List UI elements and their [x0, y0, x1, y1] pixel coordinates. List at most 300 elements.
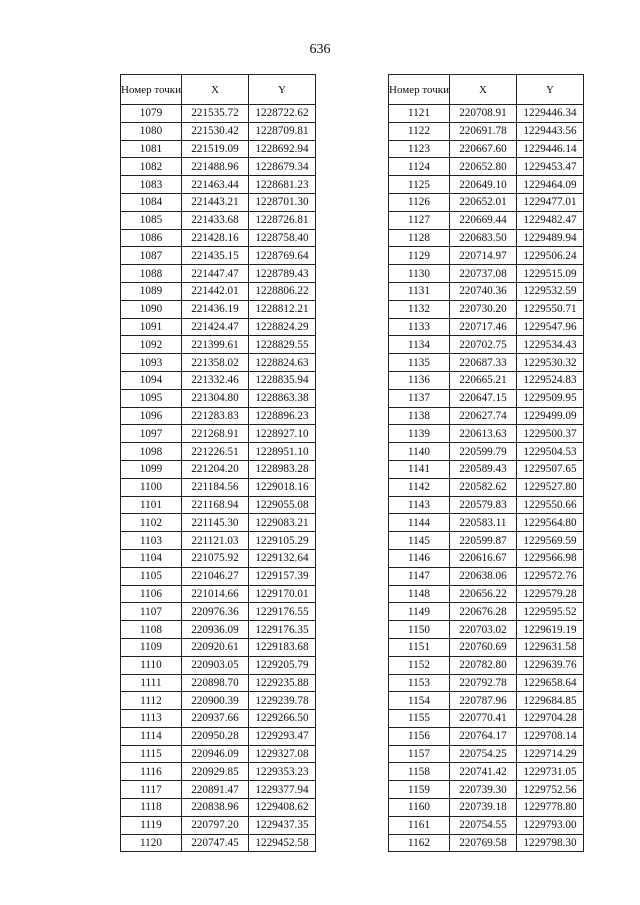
point-number-cell: 1099 — [121, 460, 182, 478]
x-coordinate-cell: 221168.94 — [181, 496, 248, 514]
y-coordinate-cell: 1228812.21 — [248, 300, 315, 318]
x-coordinate-cell: 220647.15 — [449, 389, 516, 407]
y-coordinate-cell: 1229018.16 — [248, 478, 315, 496]
point-number-cell: 1112 — [121, 692, 182, 710]
point-number-cell: 1156 — [389, 727, 450, 745]
y-coordinate-cell: 1228709.81 — [248, 122, 315, 140]
y-coordinate-cell: 1228835.94 — [248, 371, 315, 389]
point-number-cell: 1079 — [121, 105, 182, 123]
x-coordinate-cell: 221268.91 — [181, 425, 248, 443]
x-coordinate-cell: 220667.60 — [449, 140, 516, 158]
x-coordinate-cell: 221332.46 — [181, 371, 248, 389]
x-coordinate-cell: 220599.87 — [449, 532, 516, 550]
x-coordinate-cell: 220741.42 — [449, 763, 516, 781]
point-number-cell: 1125 — [389, 176, 450, 194]
x-coordinate-cell: 221075.92 — [181, 549, 248, 567]
x-coordinate-cell: 220787.96 — [449, 692, 516, 710]
table-row — [389, 389, 584, 407]
table-row — [389, 621, 584, 639]
x-coordinate-cell: 220920.61 — [181, 638, 248, 656]
x-coordinate-cell: 220903.05 — [181, 656, 248, 674]
point-number-cell: 1133 — [389, 318, 450, 336]
y-coordinate-cell: 1229506.24 — [516, 247, 583, 265]
x-coordinate-cell: 220714.97 — [449, 247, 516, 265]
x-coordinate-cell: 221204.20 — [181, 460, 248, 478]
table-row — [389, 816, 584, 834]
point-number-cell: 1119 — [121, 816, 182, 834]
table-row — [121, 585, 316, 603]
y-coordinate-cell: 1229083.21 — [248, 514, 315, 532]
header-x: X — [181, 75, 248, 105]
point-number-cell: 1147 — [389, 567, 450, 585]
point-number-cell: 1088 — [121, 265, 182, 283]
table-row — [389, 443, 584, 461]
point-number-cell: 1144 — [389, 514, 450, 532]
table-row — [389, 318, 584, 336]
point-number-cell: 1086 — [121, 229, 182, 247]
table-row — [121, 443, 316, 461]
y-coordinate-cell: 1229778.80 — [516, 799, 583, 817]
point-number-cell: 1103 — [121, 532, 182, 550]
x-coordinate-cell: 220739.30 — [449, 781, 516, 799]
table-row — [121, 425, 316, 443]
table-row — [121, 158, 316, 176]
point-number-cell: 1087 — [121, 247, 182, 265]
y-coordinate-cell: 1228951.10 — [248, 443, 315, 461]
x-coordinate-cell: 221226.51 — [181, 443, 248, 461]
y-coordinate-cell: 1229239.78 — [248, 692, 315, 710]
point-number-cell: 1129 — [389, 247, 450, 265]
table-row — [389, 247, 584, 265]
x-coordinate-cell: 220754.25 — [449, 745, 516, 763]
x-coordinate-cell: 220683.50 — [449, 229, 516, 247]
point-number-cell: 1126 — [389, 193, 450, 211]
y-coordinate-cell: 1229550.71 — [516, 300, 583, 318]
x-coordinate-cell: 220702.75 — [449, 336, 516, 354]
table-row — [389, 763, 584, 781]
point-number-cell: 1080 — [121, 122, 182, 140]
point-number-cell: 1152 — [389, 656, 450, 674]
point-number-cell: 1115 — [121, 745, 182, 763]
point-number-cell: 1142 — [389, 478, 450, 496]
table-row — [389, 265, 584, 283]
table-row — [121, 674, 316, 692]
point-number-cell: 1140 — [389, 443, 450, 461]
table-row — [389, 354, 584, 372]
point-number-cell: 1157 — [389, 745, 450, 763]
y-coordinate-cell: 1229714.29 — [516, 745, 583, 763]
x-coordinate-cell: 220739.18 — [449, 799, 516, 817]
x-coordinate-cell: 220929.85 — [181, 763, 248, 781]
point-number-cell: 1091 — [121, 318, 182, 336]
y-coordinate-cell: 1229353.23 — [248, 763, 315, 781]
table-row — [389, 692, 584, 710]
y-coordinate-cell: 1229499.09 — [516, 407, 583, 425]
y-coordinate-cell: 1229266.50 — [248, 710, 315, 728]
x-coordinate-cell: 221014.66 — [181, 585, 248, 603]
point-number-cell: 1159 — [389, 781, 450, 799]
table-row — [121, 265, 316, 283]
y-coordinate-cell: 1229464.09 — [516, 176, 583, 194]
y-coordinate-cell: 1229176.55 — [248, 603, 315, 621]
point-number-cell: 1153 — [389, 674, 450, 692]
x-coordinate-cell: 220717.46 — [449, 318, 516, 336]
y-coordinate-cell: 1228896.23 — [248, 407, 315, 425]
table-row — [121, 710, 316, 728]
point-number-cell: 1095 — [121, 389, 182, 407]
x-coordinate-cell: 220652.80 — [449, 158, 516, 176]
point-number-cell: 1137 — [389, 389, 450, 407]
point-number-cell: 1162 — [389, 834, 450, 852]
y-coordinate-cell: 1229530.32 — [516, 354, 583, 372]
table-row — [121, 211, 316, 229]
x-coordinate-cell: 221435.15 — [181, 247, 248, 265]
point-number-cell: 1113 — [121, 710, 182, 728]
table-row — [389, 407, 584, 425]
table-row — [121, 799, 316, 817]
table-row — [121, 193, 316, 211]
point-number-cell: 1141 — [389, 460, 450, 478]
point-number-cell: 1100 — [121, 478, 182, 496]
point-number-cell: 1146 — [389, 549, 450, 567]
table-row — [121, 229, 316, 247]
x-coordinate-cell: 220730.20 — [449, 300, 516, 318]
y-coordinate-cell: 1229619.19 — [516, 621, 583, 639]
y-coordinate-cell: 1229443.56 — [516, 122, 583, 140]
x-coordinate-cell: 220613.63 — [449, 425, 516, 443]
table-row — [389, 425, 584, 443]
y-coordinate-cell: 1229798.30 — [516, 834, 583, 852]
table-row — [121, 336, 316, 354]
x-coordinate-cell: 220760.69 — [449, 638, 516, 656]
x-coordinate-cell: 220946.09 — [181, 745, 248, 763]
y-coordinate-cell: 1229293.47 — [248, 727, 315, 745]
y-coordinate-cell: 1229708.14 — [516, 727, 583, 745]
y-coordinate-cell: 1229327.08 — [248, 745, 315, 763]
table-row — [389, 674, 584, 692]
y-coordinate-cell: 1229377.94 — [248, 781, 315, 799]
y-coordinate-cell: 1229595.52 — [516, 603, 583, 621]
x-coordinate-cell: 221184.56 — [181, 478, 248, 496]
table-row — [389, 603, 584, 621]
point-number-cell: 1155 — [389, 710, 450, 728]
x-coordinate-cell: 220669.44 — [449, 211, 516, 229]
x-coordinate-cell: 220652.01 — [449, 193, 516, 211]
y-coordinate-cell: 1228692.94 — [248, 140, 315, 158]
y-coordinate-cell: 1229452.58 — [248, 834, 315, 852]
point-number-cell: 1097 — [121, 425, 182, 443]
point-number-cell: 1117 — [121, 781, 182, 799]
y-coordinate-cell: 1229752.56 — [516, 781, 583, 799]
point-number-cell: 1084 — [121, 193, 182, 211]
x-coordinate-cell: 220936.09 — [181, 621, 248, 639]
table-row — [389, 371, 584, 389]
y-coordinate-cell: 1229446.34 — [516, 105, 583, 123]
point-number-cell: 1098 — [121, 443, 182, 461]
table-row — [121, 834, 316, 852]
header-point-number: Номер точки — [389, 75, 450, 105]
x-coordinate-cell: 221283.83 — [181, 407, 248, 425]
point-number-cell: 1132 — [389, 300, 450, 318]
table-row — [121, 300, 316, 318]
point-number-cell: 1109 — [121, 638, 182, 656]
y-coordinate-cell: 1229731.05 — [516, 763, 583, 781]
x-coordinate-cell: 221424.47 — [181, 318, 248, 336]
point-number-cell: 1114 — [121, 727, 182, 745]
x-coordinate-cell: 220898.70 — [181, 674, 248, 692]
table-row — [121, 621, 316, 639]
point-number-cell: 1161 — [389, 816, 450, 834]
x-coordinate-cell: 220599.79 — [449, 443, 516, 461]
x-coordinate-cell: 220638.06 — [449, 567, 516, 585]
y-coordinate-cell: 1228829.55 — [248, 336, 315, 354]
x-coordinate-cell: 221519.09 — [181, 140, 248, 158]
y-coordinate-cell: 1228701.30 — [248, 193, 315, 211]
table-row — [389, 727, 584, 745]
x-coordinate-cell: 220737.08 — [449, 265, 516, 283]
y-coordinate-cell: 1229205.79 — [248, 656, 315, 674]
point-number-cell: 1138 — [389, 407, 450, 425]
table-row — [121, 781, 316, 799]
table-row — [121, 816, 316, 834]
table-header-row — [389, 75, 584, 105]
table-row — [389, 176, 584, 194]
x-coordinate-cell: 220703.02 — [449, 621, 516, 639]
y-coordinate-cell: 1229524.83 — [516, 371, 583, 389]
point-number-cell: 1118 — [121, 799, 182, 817]
point-number-cell: 1085 — [121, 211, 182, 229]
table-row — [389, 300, 584, 318]
header-y: Y — [248, 75, 315, 105]
y-coordinate-cell: 1229183.68 — [248, 638, 315, 656]
table-row — [389, 140, 584, 158]
x-coordinate-cell: 220582.62 — [449, 478, 516, 496]
x-coordinate-cell: 220579.83 — [449, 496, 516, 514]
x-coordinate-cell: 221447.47 — [181, 265, 248, 283]
table-row — [389, 781, 584, 799]
y-coordinate-cell: 1229408.62 — [248, 799, 315, 817]
y-coordinate-cell: 1229579.28 — [516, 585, 583, 603]
table-row — [121, 176, 316, 194]
table-row — [121, 656, 316, 674]
x-coordinate-cell: 220676.28 — [449, 603, 516, 621]
x-coordinate-cell: 220583.11 — [449, 514, 516, 532]
table-row — [389, 282, 584, 300]
x-coordinate-cell: 221443.21 — [181, 193, 248, 211]
x-coordinate-cell: 220838.96 — [181, 799, 248, 817]
table-row — [121, 247, 316, 265]
y-coordinate-cell: 1228863.38 — [248, 389, 315, 407]
coordinates-table-left — [120, 74, 316, 852]
y-coordinate-cell: 1228927.10 — [248, 425, 315, 443]
x-coordinate-cell: 220797.20 — [181, 816, 248, 834]
point-number-cell: 1151 — [389, 638, 450, 656]
table-row — [389, 514, 584, 532]
table-row — [389, 122, 584, 140]
y-coordinate-cell: 1229170.01 — [248, 585, 315, 603]
table-row — [389, 336, 584, 354]
point-number-cell: 1145 — [389, 532, 450, 550]
x-coordinate-cell: 220782.80 — [449, 656, 516, 674]
point-number-cell: 1124 — [389, 158, 450, 176]
table-row — [389, 478, 584, 496]
table-row — [121, 692, 316, 710]
table-row — [121, 496, 316, 514]
y-coordinate-cell: 1229176.35 — [248, 621, 315, 639]
table-row — [389, 745, 584, 763]
x-coordinate-cell: 220792.78 — [449, 674, 516, 692]
y-coordinate-cell: 1229550.66 — [516, 496, 583, 514]
x-coordinate-cell: 220665.21 — [449, 371, 516, 389]
point-number-cell: 1083 — [121, 176, 182, 194]
table-row — [389, 158, 584, 176]
table-row — [389, 211, 584, 229]
point-number-cell: 1092 — [121, 336, 182, 354]
y-coordinate-cell: 1228769.64 — [248, 247, 315, 265]
y-coordinate-cell: 1228681.23 — [248, 176, 315, 194]
x-coordinate-cell: 220649.10 — [449, 176, 516, 194]
x-coordinate-cell: 221121.03 — [181, 532, 248, 550]
y-coordinate-cell: 1229504.53 — [516, 443, 583, 461]
x-coordinate-cell: 220747.45 — [181, 834, 248, 852]
y-coordinate-cell: 1229569.59 — [516, 532, 583, 550]
table-row — [389, 567, 584, 585]
point-number-cell: 1135 — [389, 354, 450, 372]
point-number-cell: 1131 — [389, 282, 450, 300]
y-coordinate-cell: 1229446.14 — [516, 140, 583, 158]
x-coordinate-cell: 220616.67 — [449, 549, 516, 567]
table-row — [121, 727, 316, 745]
y-coordinate-cell: 1229532.59 — [516, 282, 583, 300]
table-row — [121, 567, 316, 585]
header-point-number: Номер точки — [121, 75, 182, 105]
x-coordinate-cell: 221428.16 — [181, 229, 248, 247]
table-row — [121, 514, 316, 532]
x-coordinate-cell: 221535.72 — [181, 105, 248, 123]
table-row — [121, 603, 316, 621]
x-coordinate-cell: 220589.43 — [449, 460, 516, 478]
point-number-cell: 1127 — [389, 211, 450, 229]
y-coordinate-cell: 1228824.63 — [248, 354, 315, 372]
x-coordinate-cell: 220937.66 — [181, 710, 248, 728]
point-number-cell: 1094 — [121, 371, 182, 389]
point-number-cell: 1101 — [121, 496, 182, 514]
table-row — [121, 140, 316, 158]
point-number-cell: 1082 — [121, 158, 182, 176]
coordinates-table-right — [388, 74, 584, 852]
table-row — [121, 122, 316, 140]
y-coordinate-cell: 1228722.62 — [248, 105, 315, 123]
point-number-cell: 1096 — [121, 407, 182, 425]
x-coordinate-cell: 220770.41 — [449, 710, 516, 728]
point-number-cell: 1158 — [389, 763, 450, 781]
table-row — [389, 585, 584, 603]
point-number-cell: 1122 — [389, 122, 450, 140]
x-coordinate-cell: 221046.27 — [181, 567, 248, 585]
point-number-cell: 1081 — [121, 140, 182, 158]
x-coordinate-cell: 220708.91 — [449, 105, 516, 123]
y-coordinate-cell: 1229534.43 — [516, 336, 583, 354]
y-coordinate-cell: 1229684.85 — [516, 692, 583, 710]
x-coordinate-cell: 220656.22 — [449, 585, 516, 603]
y-coordinate-cell: 1229235.88 — [248, 674, 315, 692]
point-number-cell: 1134 — [389, 336, 450, 354]
x-coordinate-cell: 220691.78 — [449, 122, 516, 140]
table-row — [389, 710, 584, 728]
x-coordinate-cell: 221436.19 — [181, 300, 248, 318]
y-coordinate-cell: 1229507.65 — [516, 460, 583, 478]
x-coordinate-cell: 221442.01 — [181, 282, 248, 300]
table-row — [121, 745, 316, 763]
y-coordinate-cell: 1228726.81 — [248, 211, 315, 229]
table-row — [121, 105, 316, 123]
table-row — [121, 282, 316, 300]
point-number-cell: 1110 — [121, 656, 182, 674]
point-number-cell: 1160 — [389, 799, 450, 817]
table-row — [389, 799, 584, 817]
header-x: X — [449, 75, 516, 105]
y-coordinate-cell: 1229132.64 — [248, 549, 315, 567]
header-y: Y — [516, 75, 583, 105]
y-coordinate-cell: 1229572.76 — [516, 567, 583, 585]
y-coordinate-cell: 1228789.43 — [248, 265, 315, 283]
y-coordinate-cell: 1228806.22 — [248, 282, 315, 300]
page-number: 636 — [309, 42, 331, 57]
point-number-cell: 1139 — [389, 425, 450, 443]
x-coordinate-cell: 221145.30 — [181, 514, 248, 532]
point-number-cell: 1107 — [121, 603, 182, 621]
table-row — [121, 638, 316, 656]
x-coordinate-cell: 220976.36 — [181, 603, 248, 621]
point-number-cell: 1148 — [389, 585, 450, 603]
table-row — [389, 549, 584, 567]
x-coordinate-cell: 220900.39 — [181, 692, 248, 710]
table-row — [389, 496, 584, 514]
table-row — [121, 318, 316, 336]
y-coordinate-cell: 1229793.00 — [516, 816, 583, 834]
x-coordinate-cell: 220687.33 — [449, 354, 516, 372]
table-header-row — [121, 75, 316, 105]
x-coordinate-cell: 221358.02 — [181, 354, 248, 372]
table-row — [121, 532, 316, 550]
point-number-cell: 1120 — [121, 834, 182, 852]
table-row — [121, 407, 316, 425]
y-coordinate-cell: 1229527.80 — [516, 478, 583, 496]
x-coordinate-cell: 221463.44 — [181, 176, 248, 194]
table-row — [389, 834, 584, 852]
y-coordinate-cell: 1229482.47 — [516, 211, 583, 229]
y-coordinate-cell: 1229564.80 — [516, 514, 583, 532]
table-row — [389, 460, 584, 478]
point-number-cell: 1090 — [121, 300, 182, 318]
y-coordinate-cell: 1229437.35 — [248, 816, 315, 834]
point-number-cell: 1121 — [389, 105, 450, 123]
table-row — [389, 193, 584, 211]
x-coordinate-cell: 221304.80 — [181, 389, 248, 407]
point-number-cell: 1136 — [389, 371, 450, 389]
table-row — [121, 549, 316, 567]
point-number-cell: 1104 — [121, 549, 182, 567]
y-coordinate-cell: 1228983.28 — [248, 460, 315, 478]
table-row — [389, 532, 584, 550]
x-coordinate-cell: 220950.28 — [181, 727, 248, 745]
y-coordinate-cell: 1229055.08 — [248, 496, 315, 514]
point-number-cell: 1108 — [121, 621, 182, 639]
y-coordinate-cell: 1228824.29 — [248, 318, 315, 336]
x-coordinate-cell: 220764.17 — [449, 727, 516, 745]
point-number-cell: 1149 — [389, 603, 450, 621]
x-coordinate-cell: 220740.36 — [449, 282, 516, 300]
